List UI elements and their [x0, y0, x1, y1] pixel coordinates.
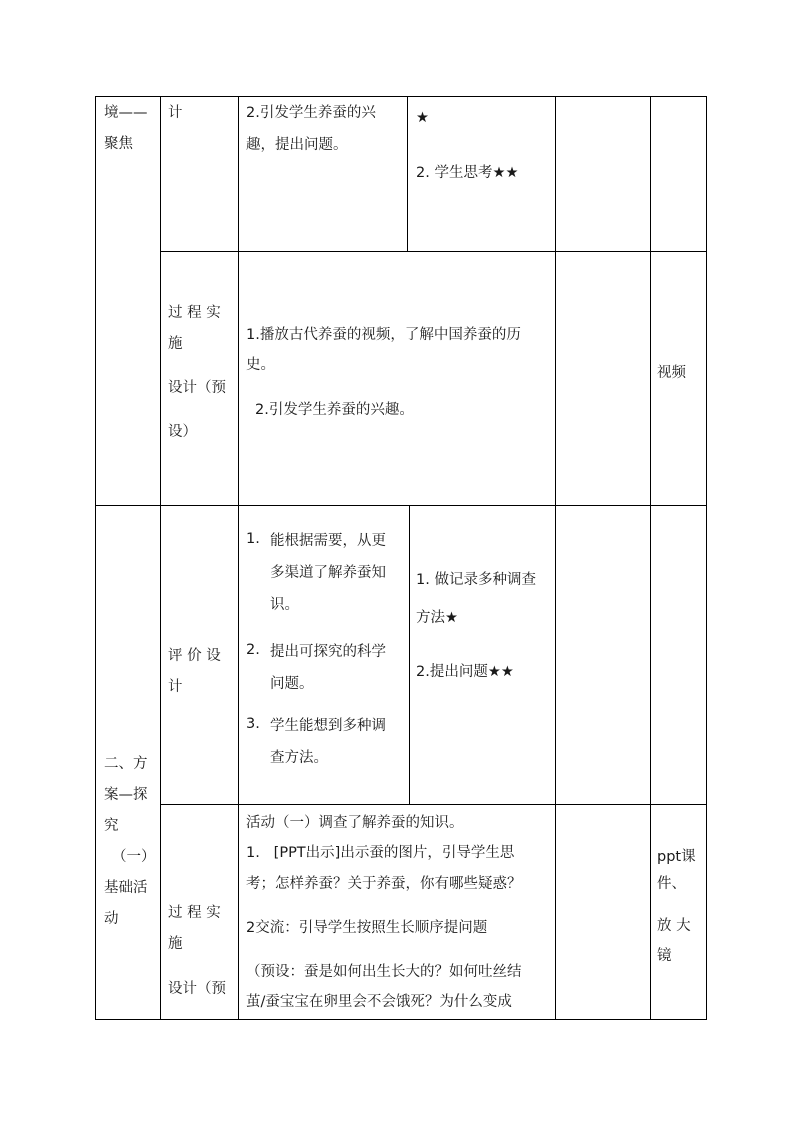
stage-label-line-1: 境—— — [104, 105, 148, 121]
goal-text-line-1: 2.引发学生养蚕的兴 — [246, 105, 376, 121]
activity-step-1-line-1: 1. [PPT出示]出示蚕的图片，引导学生思 — [246, 845, 515, 861]
eval-text: 2. 学生思考★★ — [416, 165, 519, 181]
activity-step-2: 2交流：引导学生按照生长顺序提问题 — [246, 920, 488, 936]
stage-label-2-line-5: 基础活 — [104, 880, 148, 896]
goal-item-1-line-2: 多渠道了解养蚕知 — [270, 565, 386, 581]
process-label-line-4: 设） — [168, 424, 197, 440]
process-content-line-1: 1.播放古代养蚕的视频，了解中国养蚕的历 — [246, 327, 521, 343]
col-divider-3b — [409, 505, 410, 805]
eval-design-label-line-2: 计 — [168, 679, 183, 695]
activity-heading: 活动（一）调查了解养蚕的知识。 — [246, 815, 464, 831]
goal-item-1-line-3: 识。 — [270, 597, 299, 613]
process-label-2-line-1: 过 程 实 — [168, 905, 221, 921]
goal-item-2-number: 2. — [246, 642, 260, 658]
col-divider-1 — [160, 96, 161, 1020]
resource-line-4: 镜 — [657, 948, 672, 964]
stage-label-2-line-2: 案—探 — [104, 787, 148, 803]
process-content-line-3: 2.引发学生养蚕的兴趣。 — [255, 402, 414, 418]
table-border-top — [95, 96, 707, 97]
stage-label-2-line-6: 动 — [104, 911, 119, 927]
process-label-line-2: 施 — [168, 336, 183, 352]
stage-label-2-line-4: （一） — [112, 849, 156, 865]
eval-item-1-line-2: 方法★ — [416, 610, 458, 626]
table-border-bottom — [95, 1019, 707, 1020]
goal-item-1-number: 1. — [246, 531, 260, 547]
stage-label-2-line-3: 究 — [104, 818, 119, 834]
stage-label-2 — [104, 749, 156, 935]
row-divider-1 — [160, 251, 707, 252]
col-divider-3a — [407, 96, 408, 252]
row-divider-2 — [95, 505, 707, 506]
goal-text-line-2: 趣，提出问题。 — [246, 137, 348, 153]
eval-item-2: 2.提出问题★★ — [416, 664, 514, 680]
resource-list — [657, 844, 696, 970]
process-label-2-line-3: 设计（预 — [168, 981, 226, 997]
process-content-line-2: 史。 — [246, 357, 275, 373]
goal-item-1-line-1: 能根据需要，从更 — [270, 533, 386, 549]
table-border-left — [95, 96, 96, 1020]
resource-line-3: 放 大 — [657, 918, 691, 934]
process-label-2-line-2: 施 — [168, 936, 183, 952]
resource-line-1: ppt课 — [657, 849, 696, 865]
goal-item-3-line-1: 学生能想到多种调 — [270, 718, 386, 734]
process-label-line-1: 过 程 实 — [168, 305, 221, 321]
col-divider-4 — [555, 96, 556, 1020]
row-divider-3 — [160, 804, 707, 805]
activity-preset-line-2: 茧/蚕宝宝在卵里会不会饿死？为什么变成 — [246, 994, 512, 1010]
goal-item-2-line-2: 问题。 — [270, 676, 314, 692]
stage-label-2-line-1: 二、方 — [104, 756, 148, 772]
eval-item-1-line-1: 1. 做记录多种调查 — [416, 572, 536, 588]
goal-item-3-line-2: 查方法。 — [270, 750, 328, 766]
process-label-line-3: 设计（预 — [168, 380, 226, 396]
resource-text: 视频 — [657, 365, 686, 381]
eval-star: ★ — [416, 110, 429, 126]
col-divider-2 — [238, 96, 239, 1020]
eval-design-label-line-1: 评 价 设 — [168, 648, 221, 664]
col-divider-5 — [650, 96, 651, 1020]
table-border-right — [706, 96, 707, 1020]
stage-label-line-2: 聚焦 — [104, 136, 133, 152]
activity-preset-line-1: （预设：蚕是如何出生长大的？如何吐丝结 — [246, 964, 522, 980]
resource-line-2: 件、 — [657, 876, 686, 892]
activity-step-1-line-2: 考；怎样养蚕？关于养蚕，你有哪些疑惑？ — [246, 876, 522, 892]
goal-item-2-line-1: 提出可探究的科学 — [270, 644, 386, 660]
goal-item-3-number: 3. — [246, 716, 260, 732]
design-label: 计 — [168, 105, 183, 121]
